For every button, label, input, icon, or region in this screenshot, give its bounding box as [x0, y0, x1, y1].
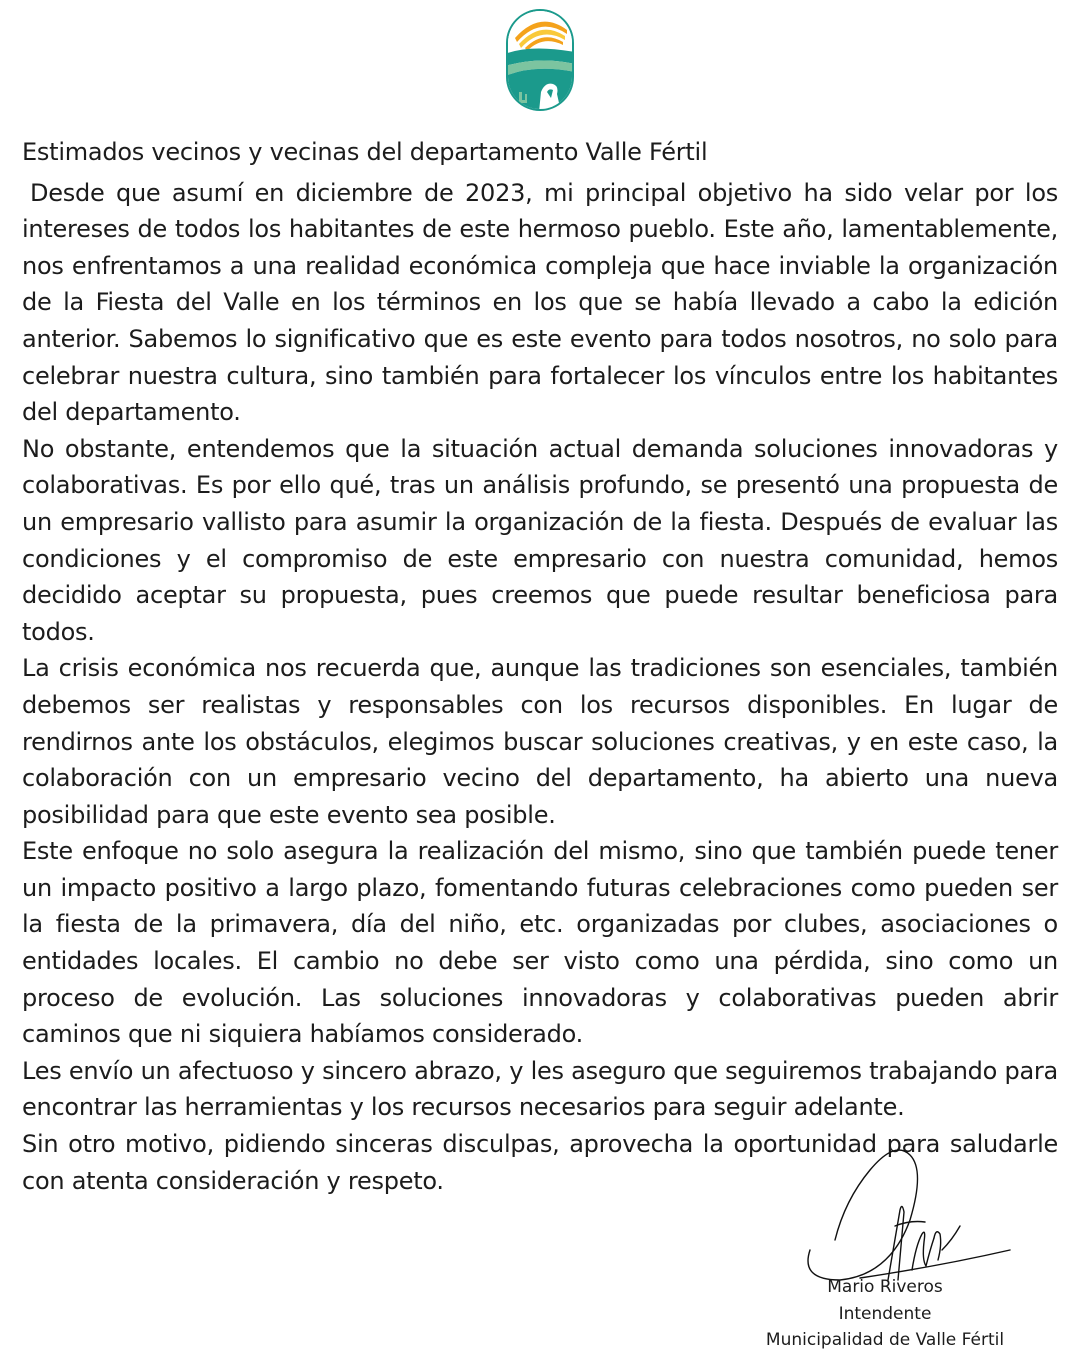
letter-paragraph: Desde que asumí en diciembre de 2023, mi principal objetivo ha sido velar por los intereses de todos los habitantes de este hermoso pueblo. Este año, lamentablemente, nos enfrentamos a una realidad económica compleja que hace inviable la organización de la Fiesta del Valle en los términos en los que se había llevado a cabo la edición anterior. Sabemos lo significativo que es este evento para todos nosotros, no solo para celebrar nuestra cultura, sino también para fortalecer los vínculos entre los habitantes del departamento.: [22, 178, 1058, 427]
letter-paragraph: Este enfoque no solo asegura la realización del mismo, sino que también puede tener un impacto positivo a largo plazo, fomentando futuras celebraciones como pueden ser la fiesta de la primavera, día del niño, etc. organizadas por clubes, asociaciones o entidades locales. El cambio no debe ser visto como una pérdida, sino como un proceso de evolución. Las soluciones innovadoras y colaborativas pueden abrir caminos que ni siquiera habíamos considerado.: [22, 837, 1058, 1049]
signer-organization: Municipalidad de Valle Fértil: [765, 1330, 1005, 1350]
letter-paragraph: La crisis económica nos recuerda que, aunque las tradiciones son esenciales, también debemos ser realistas y responsables con los recursos disponibles. En lugar de rendirnos ante los obstáculos, elegimos buscar soluciones creativas, y en este caso, la colaboración con un empresario vecino del departamento, ha abierto una nueva posibilidad para que este evento sea posible.: [22, 654, 1058, 829]
letter-paragraph: Sin otro motivo, pidiendo sinceras disculpas, aprovecha la oportunidad para saludarle con atenta consideración y respeto.: [22, 1130, 1058, 1195]
letter-paragraph: Les envío un afectuoso y sincero abrazo, y les aseguro que seguiremos trabajando para encontrar las herramientas y los recursos necesarios para seguir adelante.: [22, 1056, 1058, 1122]
letter-paragraph: No obstante, entendemos que la situación actual demanda soluciones innovadoras y colaborativas. Es por ello qué, tras un análisis profundo, se presentó una propuesta de un empresario vallisto para asumir la organización de la fiesta. Después de evaluar las condiciones y el compromiso de este empresario con nuestra comunidad, hemos decidido aceptar su propuesta, pues creemos que puede resultar beneficiosa para todos.: [22, 434, 1058, 646]
signer-role: Intendente: [838, 1304, 932, 1324]
handwritten-signature-icon: [800, 1130, 1040, 1290]
letter-body: [22, 134, 1058, 1199]
valle-fertil-logo-icon: [505, 8, 575, 112]
letter-greeting: Estimados vecinos y vecinas del departamento Valle Fértil: [22, 138, 708, 166]
signature-block: [760, 1130, 1080, 1350]
signer-name: Mario Riveros: [827, 1277, 943, 1297]
